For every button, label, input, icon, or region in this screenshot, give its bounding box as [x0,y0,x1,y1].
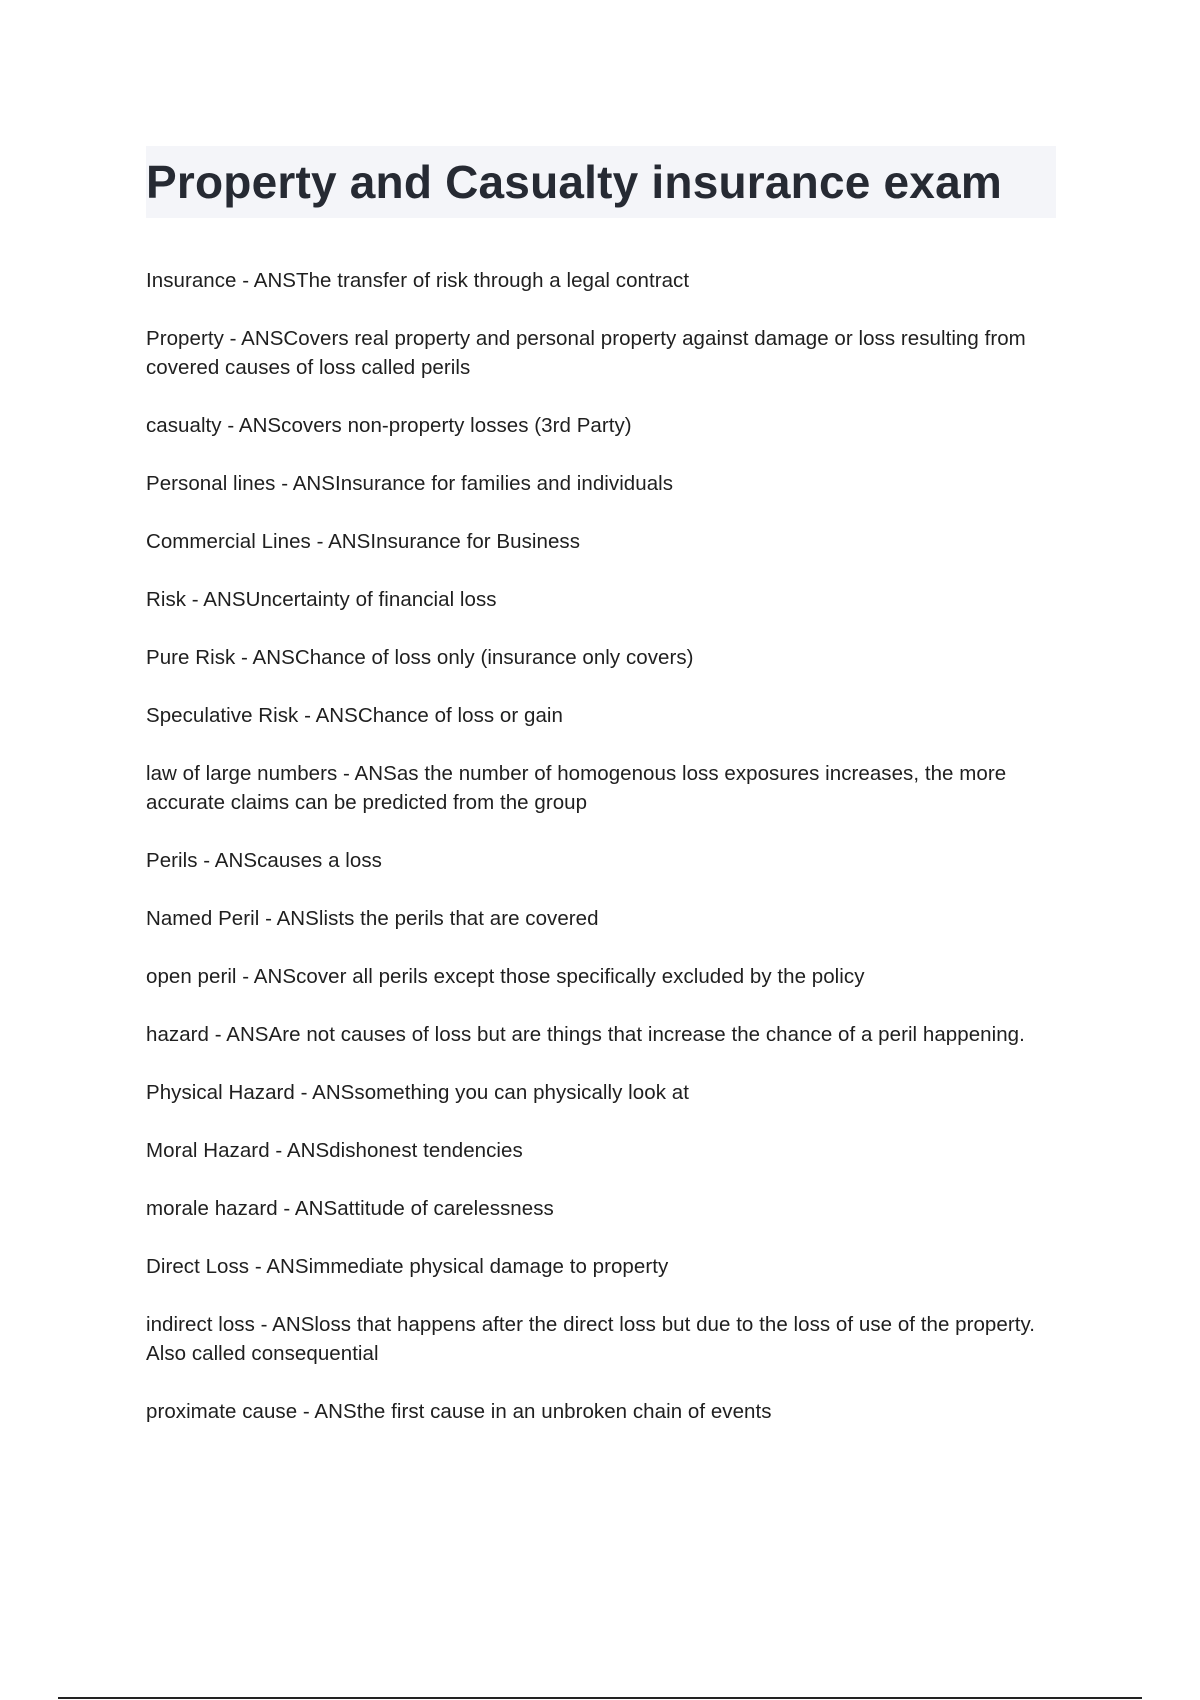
definition-entry: Named Peril - ANSlists the perils that are covered [146,907,599,930]
definition-list [146,266,1056,1426]
definition-entry: Moral Hazard - ANSdishonest tendencies [146,1139,523,1162]
document-page [146,146,1056,1455]
definition-entry: casualty - ANScovers non-property losses (3rd Party) [146,414,632,437]
definition-entry: hazard - ANSAre not causes of loss but are things that increase the chance of a peril happening. [146,1023,1025,1046]
definition-entry: Property - ANSCovers real property and personal property against damage or loss resulting from covered causes of loss called perils [146,327,1026,379]
document-title: Property and Casualty insurance exam [146,156,1002,208]
definition-entry: Perils - ANScauses a loss [146,849,382,872]
definition-entry: Speculative Risk - ANSChance of loss or gain [146,704,563,727]
title-banner [146,146,1056,218]
footer-divider [58,1697,1142,1699]
definition-entry: Pure Risk - ANSChance of loss only (insurance only covers) [146,646,694,669]
definition-entry: Direct Loss - ANSimmediate physical damage to property [146,1255,669,1278]
definition-entry: Personal lines - ANSInsurance for families and individuals [146,472,674,495]
definition-entry: law of large numbers - ANSas the number of homogenous loss exposures increases, the more accurate claims can be predicted from the group [146,762,1007,814]
definition-entry: Physical Hazard - ANSsomething you can physically look at [146,1081,689,1104]
definition-entry: morale hazard - ANSattitude of carelessness [146,1197,554,1220]
definition-entry: open peril - ANScover all perils except those specifically excluded by the policy [146,965,865,988]
definition-entry: Commercial Lines - ANSInsurance for Business [146,530,581,553]
definition-entry: proximate cause - ANSthe first cause in an unbroken chain of events [146,1400,772,1423]
definition-entry: indirect loss - ANSloss that happens after the direct loss but due to the loss of use of the property. Also called consequential [146,1313,1035,1365]
definition-entry: Insurance - ANSThe transfer of risk through a legal contract [146,269,690,292]
definition-entry: Risk - ANSUncertainty of financial loss [146,588,497,611]
